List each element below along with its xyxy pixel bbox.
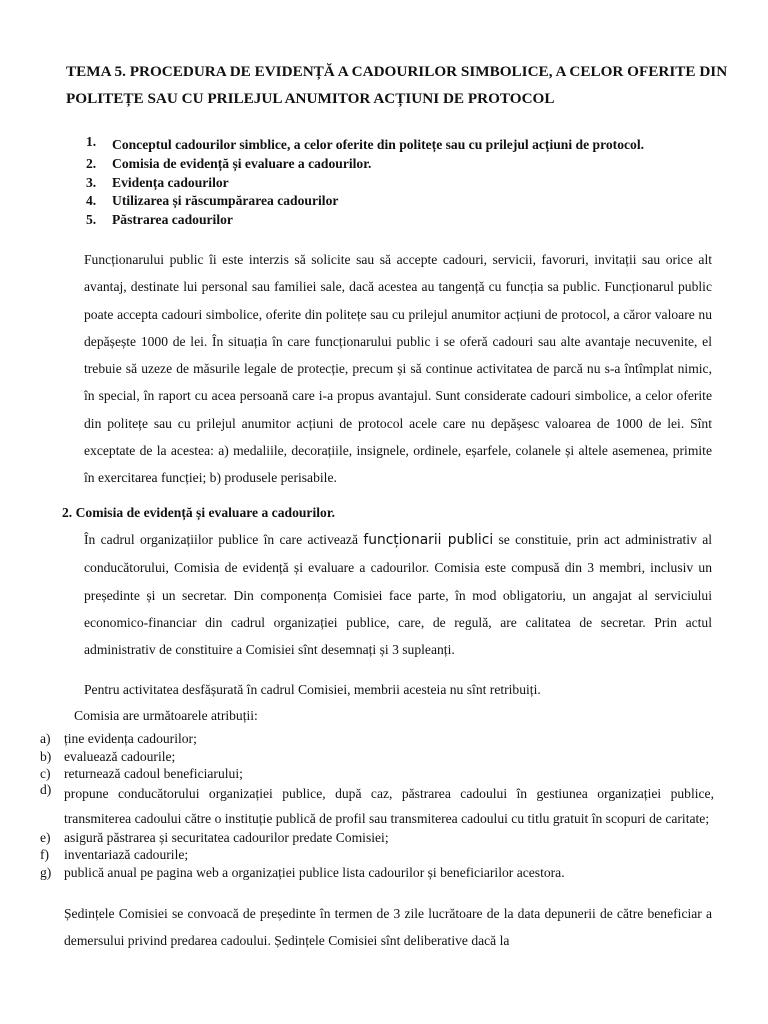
list-text: asigură păstrarea și securitatea cadourilor predate Comisiei; [64, 829, 389, 845]
list-text: propune conducătorului organizației publice, după caz, păstrarea cadoului în gestiunea organizației publice, transmiterea cadoului către o instituție publică de profil sau transmiterea cadoului cu titlu gratuit în scopuri de caritate; [64, 785, 714, 826]
paragraph-gift-concept: Funcționarului public îi este interzis să solicite sau să accepte cadouri, servicii, favoruri, invitații sau orice alt avantaj, destinate lui personal sau familiei sale, dacă acestea au tangență cu funcția sa public. Funcționarul public poate accepta cadouri simbolice, oferite din politețe sau cu prilejul anumitor acțiuni de protocol, a căror valoare nu depășește 1000 de lei. În situația în care funcționarului public i se oferă cadouri sau alte avantaje necuvenite, el trebuie să uzeze de măsurile legale de protecție, precum și să continue activitatea de parcă nu s-a întîmplat nimic, în special, în raport cu acea persoană care i-a propus avantajul. Sunt considerate cadouri simbolice, a celor oferite din politețe sau cu prilejul anumitor acțiuni de protocol acele care nu depășesc valoarea de 1000 de lei. Sînt exceptate de la acestea: a) medaliile, decorațiile, insignele, ordinele, eșarfele, colanele și altele asemenea, primite în exercitarea funcției; b) produsele perisabile. [84, 252, 712, 486]
toc-item [86, 192, 726, 211]
list-text: ține evidența cadourilor; [64, 731, 197, 746]
list-letter: g) [40, 864, 52, 880]
table-of-contents [86, 133, 726, 229]
toc-text: Evidența cadourilor [112, 174, 229, 190]
list-item [40, 846, 714, 864]
list-item [40, 864, 714, 882]
toc-text: Comisia de evidență și evaluare a cadourilor. [112, 156, 372, 171]
toc-item [86, 211, 726, 230]
list-letter: b) [40, 748, 52, 764]
list-item [40, 829, 714, 847]
list-letter: a) [40, 731, 51, 746]
list-letter: e) [40, 829, 51, 845]
list-text: evaluează cadourile; [64, 748, 176, 764]
list-item [40, 781, 714, 831]
attributions-list [40, 730, 714, 881]
list-item [40, 730, 714, 748]
paragraph-text: se constituie, prin act administrativ al conducătorului, Comisia de evidență și evaluare a cadourilor. Comisia este compusă din 3 membri, inclusiv un președinte și un secretar. Din componența Comisiei face parte, în mod obligatoriu, un angajat al serviciului economico-financiar din cadrul organizației publice, care, de regulă, are calitatea de secretar. Prin actul administrativ de constituire a Comisiei sînt desemnați și 3 supleanți. [84, 532, 713, 658]
toc-number: 1. [86, 134, 97, 149]
toc-number: 2. [86, 156, 97, 171]
list-letter: d) [40, 781, 52, 797]
toc-text: Utilizarea și răscumpărarea cadourilor [112, 193, 339, 208]
list-text: inventariază cadourile; [64, 847, 189, 862]
list-letter: c) [40, 766, 51, 781]
toc-text: Păstrarea cadourilor [112, 211, 233, 227]
paragraph-attributions-intro: Comisia are următoarele atribuții: [74, 708, 258, 723]
toc-item [86, 155, 726, 174]
highlighted-term: funcționarii publici [363, 532, 494, 548]
toc-number: 5. [86, 211, 97, 227]
section-heading: 2. Comisia de evidență și evaluare a cadourilor. [62, 505, 336, 520]
paragraph-meetings: Ședințele Comisiei se convoacă de președinte în termen de 3 zile lucrătoare de la data depunerii de către beneficiar a demersului privind predarea cadoului. Ședințele Comisiei sînt deliberative dacă la [64, 906, 712, 949]
list-text: returnează cadoul beneficiarului; [64, 766, 243, 781]
toc-number: 3. [86, 174, 97, 190]
toc-item [86, 133, 726, 157]
list-text: publică anual pe pagina web a organizației publice lista cadourilor și beneficiarilor acestora. [64, 864, 565, 880]
paragraph-retribution: Pentru activitatea desfășurată în cadrul Comisiei, membrii acesteia nu sînt retribuiți. [84, 682, 541, 697]
toc-text: Conceptul cadourilor simblice, a celor oferite din politețe sau cu prilejul acțiuni de protocol. [112, 137, 645, 152]
list-letter: f) [40, 847, 50, 862]
toc-number: 4. [86, 193, 97, 208]
toc-item [86, 174, 726, 193]
document-title: TEMA 5. PROCEDURA DE EVIDENȚĂ A CADOURILOR SIMBOLICE, A CELOR OFERITE DIN POLITEȚE SAU CU PRILEJUL ANUMITOR ACȚIUNI DE PROTOCOL [66, 63, 728, 107]
paragraph-commission [84, 526, 712, 663]
list-item [40, 748, 714, 766]
paragraph-text: În cadrul organizațiilor publice în care activează [84, 532, 364, 547]
